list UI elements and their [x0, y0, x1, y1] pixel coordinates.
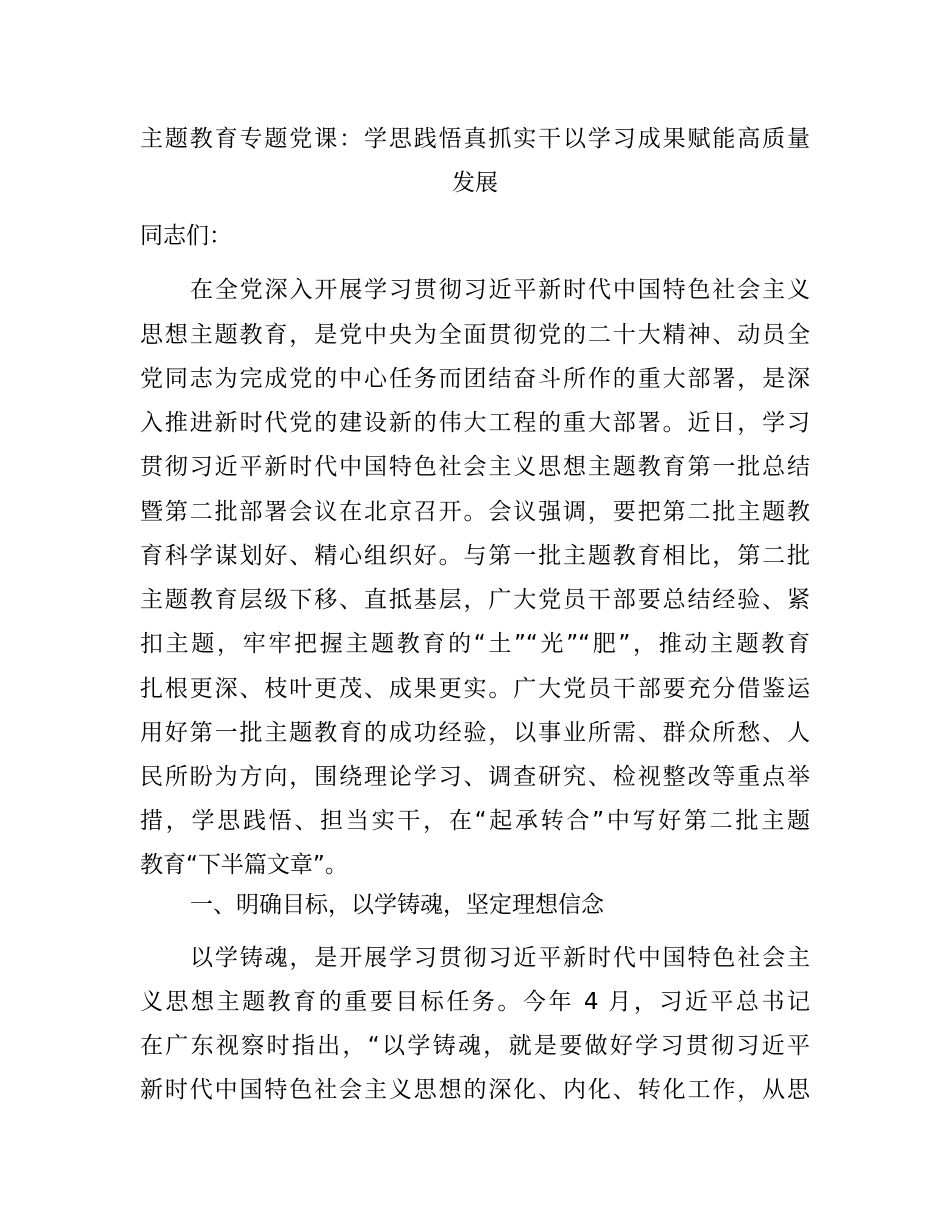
paragraph-1-line: 贯彻习近平新时代中国特色社会主义思想主题教育第一批总结 [140, 454, 810, 480]
paragraph-1-line: 扣主题，牢牢把握主题教育的“土”“光”“肥”，推动主题教育 [140, 631, 810, 657]
paragraph-1-line: 党同志为完成党的中心任务而团结奋斗所作的重大部署，是深 [140, 366, 810, 392]
paragraph-1-line: 用好第一批主题教育的成功经验，以事业所需、群众所愁、人 [140, 720, 810, 746]
paragraph-1-line: 措，学思践悟、担当实干，在“起承转合”中写好第二批主题 [140, 808, 810, 834]
paragraph-1-line: 暨第二批部署会议在北京召开。会议强调，要把第二批主题教 [140, 499, 810, 525]
paragraph-1-line: 思想主题教育，是党中央为全面贯彻党的二十大精神、动员全 [140, 322, 810, 348]
paragraph-2-line: 新时代中国特色社会主义思想的深化、内化、转化工作，从思 [140, 1077, 810, 1103]
paragraph-1-line: 在全党深入开展学习贯彻习近平新时代中国特色社会主义 [190, 277, 810, 303]
paragraph-1-line: 入推进新时代党的建设新的伟大工程的重大部署。近日，学习 [140, 410, 810, 436]
section-heading-1: 一、明确目标，以学铸魂，坚定理想信念 [190, 892, 604, 918]
paragraph-1-line: 育科学谋划好、精心组织好。与第一批主题教育相比，第二批 [140, 543, 810, 569]
paragraph-1-line: 主题教育层级下移、直抵基层，广大党员干部要总结经验、紧 [140, 587, 810, 613]
paragraph-1-line: 扎根更深、枝叶更茂、成果更实。广大党员干部要充分借鉴运 [140, 676, 810, 702]
document-title-line-1: 主题教育专题党课：学思践悟真抓实干以学习成果赋能高质量 [140, 126, 810, 152]
paragraph-1-line: 教育“下半篇文章”。 [140, 852, 348, 878]
paragraph-1-line: 民所盼为方向，围绕理论学习、调查研究、检视整改等重点举 [140, 764, 810, 790]
paragraph-2-line: 义思想主题教育的重要目标任务。今年 4 月，习近平总书记 [140, 989, 810, 1015]
paragraph-2-line: 以学铸魂，是开展学习贯彻习近平新时代中国特色社会主 [190, 945, 810, 971]
salutation: 同志们： [140, 223, 232, 249]
document-title-line-2: 发展 [452, 170, 498, 196]
paragraph-2-line: 在广东视察时指出，“以学铸魂，就是要做好学习贯彻习近平 [140, 1033, 810, 1059]
